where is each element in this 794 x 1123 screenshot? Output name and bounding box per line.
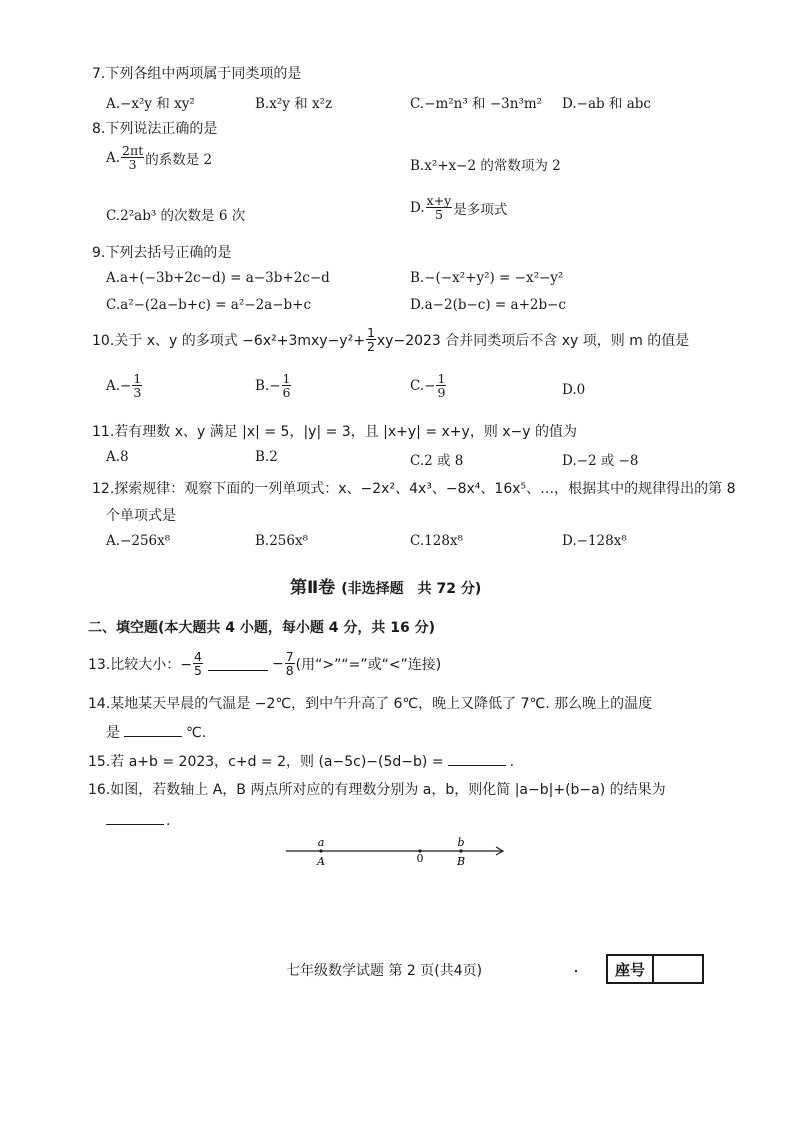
q8-option-a-numerator: 2πt <box>122 143 144 158</box>
q9-option-d: D.a−2(b−c) = a+2b−c <box>410 297 566 313</box>
q8-option-d <box>410 194 507 221</box>
q10-option-a-numerator: 1 <box>133 371 142 386</box>
q13-fraction-2-denominator: 8 <box>285 663 294 679</box>
q13-answer-blank[interactable] <box>208 656 268 671</box>
q13-fraction-1 <box>193 650 203 677</box>
point-a-dot <box>319 849 322 852</box>
seat-number-field[interactable] <box>654 956 702 982</box>
section-2-subtitle: (非选择题 共 72 分) <box>341 581 482 597</box>
q8-option-a-suffix: 的系数是 2 <box>145 151 213 168</box>
section-2-title: 第Ⅱ卷 <box>290 578 336 598</box>
q10-option-b-denominator: 6 <box>282 385 291 401</box>
q10-option-a <box>106 372 143 399</box>
q11-stem: 11.若有理数 x、y 满足 |x| = 5，|y| = 3，且 |x+y| = x+y，则 x−y 的值为 <box>92 424 578 440</box>
q15-answer-blank[interactable] <box>448 751 506 766</box>
q11-option-d: D.−2 或 −8 <box>562 453 639 469</box>
q12-option-d: D.−128x⁸ <box>562 533 627 549</box>
q11-option-c: C.2 或 8 <box>410 453 464 469</box>
q8-option-d-numerator: x+y <box>426 193 452 208</box>
q7-option-d: D.−ab 和 abc <box>562 96 651 112</box>
q12-option-c: C.128x⁸ <box>410 533 463 549</box>
q13-suffix: (用“>”“=”或“<”连接) <box>295 656 442 673</box>
q13-prefix: 13.比较大小：− <box>88 656 192 673</box>
number-line-figure <box>280 832 510 872</box>
q14-line1: 14.某地某天早晨的气温是 −2℃，到中午升高了 6℃，晚上又降低了 7℃. 那么晚上的温度 <box>88 696 653 712</box>
point-b-dot <box>459 849 462 852</box>
q10-option-c-prefix: C.− <box>410 377 436 394</box>
q10-option-c-denominator: 9 <box>437 385 446 401</box>
q11-option-a: A.8 <box>106 449 129 465</box>
q10-option-b-fraction <box>282 372 292 399</box>
q10-option-c <box>410 372 447 399</box>
q16-line2-suffix: . <box>166 813 171 829</box>
q10-option-b <box>255 372 292 399</box>
q12-option-a: A.−256x⁸ <box>106 533 171 549</box>
q8-option-b: B.x²+x−2 的常数项为 2 <box>410 158 561 174</box>
q9-stem: 9.下列去括号正确的是 <box>92 245 232 261</box>
point-a-value-label: a <box>317 836 325 849</box>
q9-option-c: C.a²−(2a−b+c) = a²−2a−b+c <box>106 297 312 313</box>
q8-option-d-denominator: 5 <box>434 207 443 223</box>
q14-line2 <box>106 722 206 742</box>
q14-line2-suffix: ℃. <box>186 725 207 741</box>
q10-stem-numerator: 1 <box>366 325 375 340</box>
q9-option-b: B.−(−x²+y²) = −x²−y² <box>410 270 564 286</box>
q16-answer-blank[interactable] <box>106 810 164 825</box>
q13-line <box>88 650 441 677</box>
zero-label: 0 <box>416 852 424 865</box>
q13-mid-sign: − <box>271 655 284 672</box>
q13-fraction-2 <box>285 650 295 677</box>
q8-option-d-fraction <box>426 194 453 221</box>
point-a-name-label: A <box>317 855 325 868</box>
q10-stem <box>92 326 689 353</box>
q10-option-a-prefix: A.− <box>106 377 132 394</box>
q10-option-b-prefix: B.− <box>255 377 281 394</box>
q8-option-c: C.2²ab³ 的次数是 6 次 <box>106 208 246 224</box>
q12-stem-line1: 12.探索规律：观察下面的一列单项式：x、−2x²、4x³、−8x⁴、16x⁵、…，根据其中的规律得出的第 8 <box>92 481 736 497</box>
q13-fraction-2-numerator: 7 <box>285 649 294 664</box>
q8-option-d-suffix: 是多项式 <box>453 201 508 218</box>
q13-fraction-1-denominator: 5 <box>194 663 202 679</box>
q10-option-b-numerator: 1 <box>282 371 291 386</box>
q10-option-c-fraction <box>436 372 446 399</box>
stray-mark <box>575 970 577 972</box>
q7-option-a: A.−x²y 和 xy² <box>106 96 195 112</box>
q8-option-d-prefix: D. <box>410 199 425 216</box>
q13-fraction-1-numerator: 4 <box>194 649 202 664</box>
seat-number-box <box>606 954 704 984</box>
q7-stem: 7.下列各组中两项属于同类项的是 <box>92 66 302 82</box>
q9-option-a: A.a+(−3b+2c−d) = a−3b+2c−d <box>106 270 330 286</box>
q10-option-c-numerator: 1 <box>437 371 446 386</box>
q16-line1: 16.如图，若数轴上 A，B 两点所对应的有理数分别为 a，b，则化简 |a−b|+(b−a) 的结果为 <box>88 782 666 798</box>
q8-stem: 8.下列说法正确的是 <box>92 121 218 137</box>
q15-prefix: 15.若 a+b = 2023，c+d = 2，则 (a−5c)−(5d−b) = <box>88 754 444 770</box>
q8-option-a-fraction <box>121 144 144 171</box>
q12-stem-line2: 个单项式是 <box>106 508 176 524</box>
q16-line2 <box>106 810 170 829</box>
q10-stem-denominator: 2 <box>366 339 375 355</box>
q7-option-b: B.x²y 和 x²z <box>255 96 333 112</box>
q15-line <box>88 751 514 771</box>
page-footer: 七年级数学试题 第 2 页(共4页) <box>286 963 483 979</box>
q8-option-a <box>106 144 212 171</box>
q10-stem-fraction <box>366 326 376 353</box>
seat-number-label: 座号 <box>608 956 654 982</box>
q8-option-a-prefix: A. <box>106 149 121 166</box>
q10-stem-part2: xy−2023 合并同类项后不含 xy 项，则 m 的值是 <box>376 332 690 349</box>
q14-answer-blank[interactable] <box>124 722 182 737</box>
q14-line2-prefix: 是 <box>106 725 120 741</box>
q12-option-b: B.256x⁸ <box>255 533 309 549</box>
q8-option-a-denominator: 3 <box>128 157 137 173</box>
q7-option-c: C.−m²n³ 和 −3n³m² <box>410 96 543 112</box>
section-2-header <box>290 573 481 598</box>
q10-option-d: D.0 <box>562 382 586 398</box>
q10-option-a-fraction <box>132 372 142 399</box>
q10-stem-part1: 10.关于 x、y 的多项式 −6x²+3mxy−y²+ <box>92 332 365 349</box>
q15-suffix: . <box>509 754 515 770</box>
q11-option-b: B.2 <box>255 449 278 465</box>
q10-option-a-denominator: 3 <box>133 385 142 401</box>
part-2-heading: 二、填空题(本大题共 4 小题，每小题 4 分，共 16 分) <box>88 620 436 636</box>
point-b-value-label: b <box>457 836 465 849</box>
point-b-name-label: B <box>456 855 466 868</box>
